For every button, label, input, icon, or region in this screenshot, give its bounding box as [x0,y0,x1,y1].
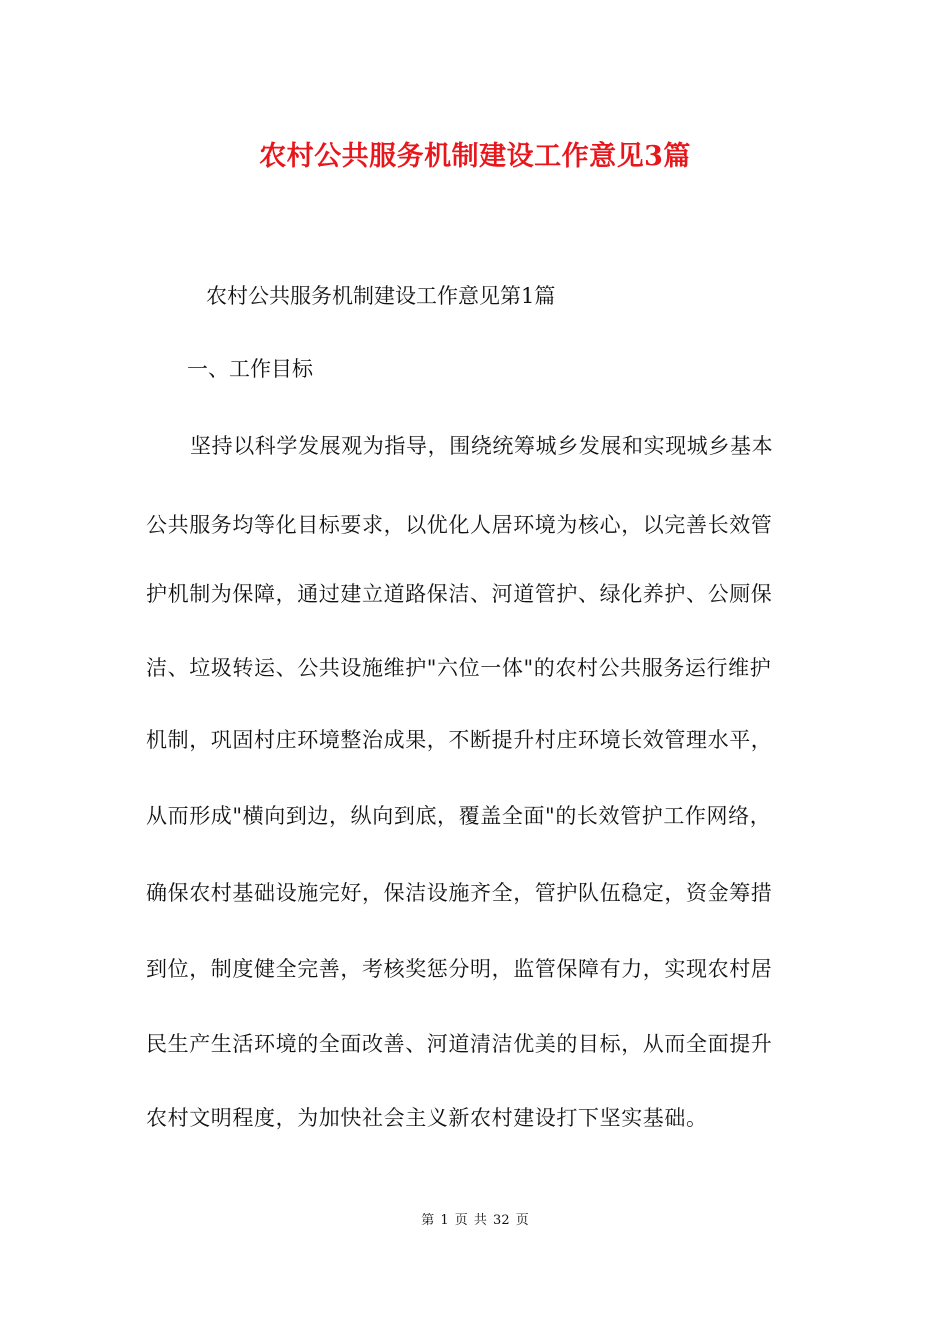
paragraph-line: 公共服务均等化目标要求，以优化人居环境为核心，以完善长效管 [146,513,773,537]
paragraph-line: 洁、垃圾转运、公共设施维护"六位一体"的农村公共服务运行维护 [146,656,772,680]
paragraph-line: 坚持以科学发展观为指导，围绕统筹城乡发展和实现城乡基本 [190,434,774,458]
section-heading: 一、工作目标 [187,357,313,381]
document-title: 农村公共服务机制建设工作意见3篇 [259,141,691,172]
paragraph-line: 民生产生活环境的全面改善、河道清洁优美的目标，从而全面提升 [146,1032,773,1056]
paragraph-line: 机制，巩固村庄环境整治成果，不断提升村庄环境长效管理水平， [146,728,773,752]
paragraph-line: 确保农村基础设施完好，保洁设施齐全，管护队伍稳定，资金筹措 [146,881,773,905]
paragraph-line: 从而形成"横向到边，纵向到底，覆盖全面"的长效管护工作网络， [146,804,772,828]
document-subtitle: 农村公共服务机制建设工作意见第1篇 [206,284,556,308]
page-number-footer: 第 1 页 共 32 页 [421,1213,529,1228]
paragraph-line: 农村文明程度，为加快社会主义新农村建设打下坚实基础。 [146,1106,708,1130]
paragraph-line: 护机制为保障，通过建立道路保洁、河道管护、绿化养护、公厕保 [146,582,773,606]
paragraph-line: 到位，制度健全完善，考核奖惩分明，监管保障有力，实现农村居 [146,957,773,981]
